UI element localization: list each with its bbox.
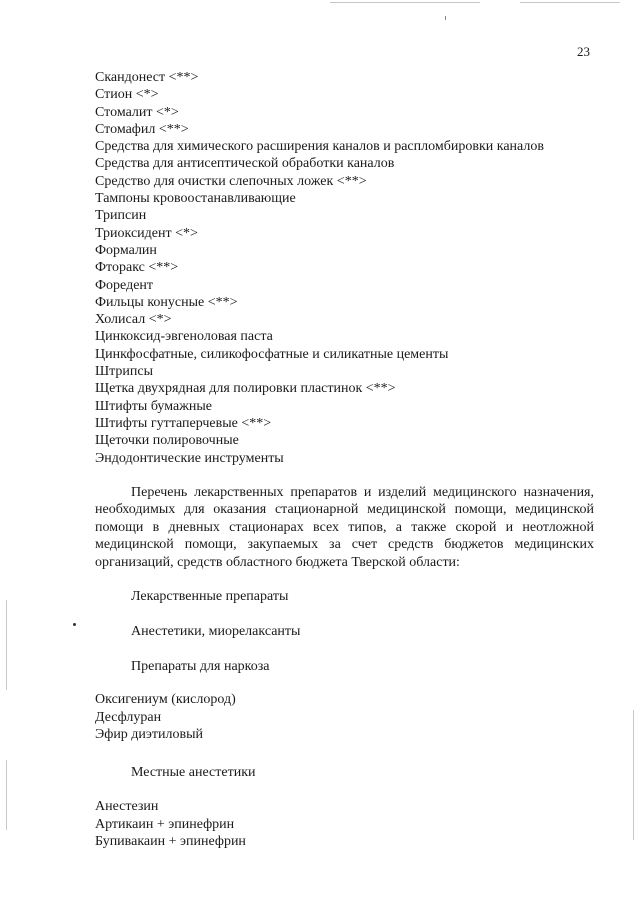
list-item: Цинкфосфатные, силикофосфатные и силикатные цементы	[95, 346, 449, 362]
list-item: Эндодонтические инструменты	[95, 450, 284, 466]
heading-local-anesthetics: Местные анестетики	[131, 765, 256, 780]
list-item: Средства для химического расширения каналов и распломбировки каналов	[95, 139, 544, 155]
list-item: Холисал <*>	[95, 312, 172, 328]
list-item: Артикаин + эпинефрин	[95, 816, 235, 832]
scan-artifact-right-edge	[633, 710, 634, 840]
scan-dot	[73, 623, 76, 626]
supplies-list	[95, 69, 544, 467]
local-anesthetics-list	[95, 798, 246, 851]
list-item: Стомафил <**>	[95, 121, 189, 137]
heading-drugs: Лекарственные препараты	[131, 589, 289, 604]
list-item: Щеточки полировочные	[95, 433, 239, 449]
list-item: Стомалит <*>	[95, 104, 179, 120]
list-item: Форедент	[95, 277, 154, 293]
heading-anesthetics: Анестетики, миорелаксанты	[131, 624, 301, 639]
scan-artifact-top-right	[520, 2, 620, 3]
page-number: 23	[577, 44, 590, 59]
list-item: Тампоны кровоостанавливающие	[95, 191, 296, 207]
list-item: Щетка двухрядная для полировки пластинок <**>	[95, 381, 396, 397]
list-item: Оксигениум (кислород)	[95, 692, 236, 707]
list-item: Эфир диэтиловый	[95, 727, 204, 742]
list-item: Десфлуран	[95, 709, 162, 725]
list-item: Анестезин	[95, 799, 159, 814]
list-item: Фильцы конусные <**>	[95, 294, 238, 310]
narcosis-list	[95, 691, 236, 744]
scan-artifact-top	[330, 2, 480, 3]
heading-narcosis: Препараты для наркоза	[131, 659, 270, 674]
list-item: Трипсин	[95, 208, 147, 224]
list-item: Цинкоксид-эвгеноловая паста	[95, 329, 273, 345]
intro-paragraph: Перечень лекарственных препаратов и изделий медицинского назначения, необходимых для оказания стационарной медицинской помощи, медицинской помощи в дневных стационарах всех типов, а также скорой и неотложной медицинской помощи, закупаемых за счет средств бюджетов медицинских организаций, средств областного бюджета Тверской области:	[95, 485, 594, 570]
list-item: Фторакс <**>	[95, 260, 179, 276]
scan-artifact-left-edge-lower	[6, 760, 7, 830]
list-item: Средства для антисептической обработки каналов	[95, 156, 395, 172]
list-item: Триоксидент <*>	[95, 225, 198, 241]
list-item: Скандонест <**>	[95, 70, 199, 85]
scan-artifact-tick	[445, 16, 446, 20]
list-item: Средство для очистки слепочных ложек <**>	[95, 173, 367, 189]
list-item: Штрипсы	[95, 364, 154, 380]
list-item: Штифты бумажные	[95, 398, 212, 414]
list-item: Формалин	[95, 242, 157, 258]
list-item: Стион <*>	[95, 87, 159, 103]
scan-artifact-left-edge	[6, 600, 7, 690]
list-item: Бупивакаин + эпинефрин	[95, 834, 246, 849]
list-item: Штифты гуттаперчевые <**>	[95, 415, 272, 431]
